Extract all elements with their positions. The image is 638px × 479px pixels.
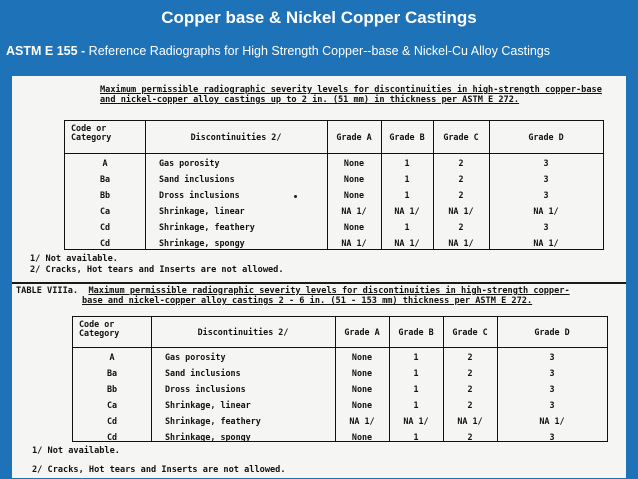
table-row-grade: NA 1/ — [457, 416, 483, 426]
table-column-divider — [443, 317, 444, 441]
table-row-grade: 2 — [458, 190, 464, 200]
subtitle-description: Reference Radiographs for High Strength Copper--base & Nickel-Cu Alloy Castings — [85, 44, 550, 58]
table2-panel — [12, 282, 626, 478]
table-row-grade: 2 — [458, 174, 464, 184]
table-column-divider — [433, 121, 434, 249]
table-row-code: Ba — [99, 174, 111, 184]
table-row-discontinuity: Shrinkage, linear — [159, 206, 245, 216]
table-row-grade: 2 — [458, 222, 464, 232]
table-header-cell: Grade D — [528, 132, 564, 142]
table-row-grade: 3 — [549, 352, 555, 362]
table-column-divider — [151, 317, 152, 441]
scan-speck — [294, 195, 297, 198]
table-row-grade: NA 1/ — [533, 206, 559, 216]
table-row-discontinuity: Gas porosity — [159, 158, 220, 168]
table-row-grade: 3 — [549, 368, 555, 378]
table-row-grade: None — [351, 368, 373, 378]
table-row-code: A — [109, 352, 115, 362]
table-header-cell: Discontinuities 2/ — [197, 327, 289, 337]
table-row-grade: None — [343, 174, 365, 184]
table-column-divider — [335, 317, 336, 441]
table-row-grade: None — [343, 190, 365, 200]
table-row-grade: 3 — [543, 222, 549, 232]
table2-caption-line2: base and nickel-copper alloy castings 2 - 6 in. (51 - 153 mm) thickness per ASTM E 272. — [82, 296, 533, 306]
table-header-cell: Code or Category — [79, 319, 120, 338]
table-row-grade: 1 — [404, 222, 410, 232]
table2 — [72, 316, 608, 442]
table-row-discontinuity: Sand inclusions — [159, 174, 235, 184]
table-row-grade: 2 — [467, 352, 473, 362]
table1-panel — [12, 76, 626, 280]
table2-footnote2: 2/ Cracks, Hot tears and Inserts are not allowed. — [32, 465, 286, 475]
table-row-grade: 1 — [413, 400, 419, 410]
table1-caption-line2: and nickel-copper alloy castings up to 2 in. (51 mm) in thickness per ASTM E 272. — [100, 95, 520, 105]
table-row-grade: NA 1/ — [349, 416, 375, 426]
table-row-code: Cd — [99, 238, 111, 248]
table2-footnote1: 1/ Not available. — [32, 446, 120, 456]
table-row-code: Cd — [106, 416, 118, 426]
table-row-grade: NA 1/ — [448, 206, 474, 216]
table-row-code: A — [102, 158, 108, 168]
table-row-grade: 1 — [404, 174, 410, 184]
table-row-grade: 3 — [549, 384, 555, 394]
table-row-grade: 1 — [404, 158, 410, 168]
table-row-grade: None — [351, 352, 373, 362]
table-row-code: Cd — [99, 222, 111, 232]
table-column-divider — [327, 121, 328, 249]
table-header-cell: Grade B — [398, 327, 434, 337]
table1 — [64, 120, 604, 250]
table-row-grade: 1 — [413, 368, 419, 378]
table-row-code: Bb — [99, 190, 111, 200]
table1-footnote2: 2/ Cracks, Hot tears and Inserts are not allowed. — [30, 265, 284, 275]
table-column-divider — [489, 121, 490, 249]
table-row-grade: 1 — [404, 190, 410, 200]
table-row-grade: 2 — [458, 158, 464, 168]
table-column-divider — [497, 317, 498, 441]
table-row-grade: NA 1/ — [394, 206, 420, 216]
table-row-grade: NA 1/ — [448, 238, 474, 248]
table-column-divider — [389, 317, 390, 441]
table-header-cell: Grade D — [534, 327, 570, 337]
table-row-discontinuity: Shrinkage, spongy — [159, 238, 245, 248]
table-row-grade: None — [351, 432, 373, 442]
table-column-divider — [381, 121, 382, 249]
table-row-grade: NA 1/ — [341, 238, 367, 248]
table-row-discontinuity: Shrinkage, feathery — [159, 222, 255, 232]
table-row-discontinuity: Dross inclusions — [159, 190, 240, 200]
table-row-grade: None — [343, 158, 365, 168]
subtitle-standard: ASTM E 155 - — [6, 44, 86, 58]
table-header-cell: Discontinuities 2/ — [190, 132, 282, 142]
table2-caption-label: TABLE VIIIa. — [16, 286, 79, 296]
table-row-grade: NA 1/ — [539, 416, 565, 426]
table1-caption — [100, 85, 602, 105]
table-row-grade: NA 1/ — [403, 416, 429, 426]
table-header-cell: Grade A — [344, 327, 380, 337]
table-row-grade: 3 — [549, 400, 555, 410]
table-row-grade: 2 — [467, 432, 473, 442]
table-header-cell: Code or Category — [71, 123, 112, 142]
table-row-grade: 2 — [467, 368, 473, 378]
table-row-code: Ca — [106, 400, 118, 410]
table-row-discontinuity: Sand inclusions — [165, 368, 241, 378]
table-header-divider — [65, 153, 603, 154]
table-row-grade: 3 — [543, 158, 549, 168]
table-header-cell: Grade B — [389, 132, 425, 142]
table-row-grade: 3 — [549, 432, 555, 442]
table-header-cell: Grade C — [452, 327, 488, 337]
table-row-grade: 1 — [413, 384, 419, 394]
table-row-code: Ba — [106, 368, 118, 378]
table-row-code: Ca — [99, 206, 111, 216]
slide-subtitle — [6, 44, 636, 58]
table1-caption-line1: Maximum permissible radiographic severity levels for discontinuities in high-strength copper-base — [100, 85, 602, 95]
table-row-code: Cd — [106, 432, 118, 442]
table-header-cell: Grade A — [336, 132, 372, 142]
table-row-grade: 2 — [467, 384, 473, 394]
table1-footnote1: 1/ Not available. — [30, 254, 118, 264]
table-row-discontinuity: Shrinkage, linear — [165, 400, 251, 410]
slide-title: Copper base & Nickel Copper Castings — [161, 8, 477, 27]
table-row-grade: 1 — [413, 352, 419, 362]
table-header-divider — [73, 347, 607, 348]
table-column-divider — [145, 121, 146, 249]
scanned-document — [12, 76, 626, 476]
table-row-discontinuity: Dross inclusions — [165, 384, 246, 394]
table-header-cell: Grade C — [443, 132, 479, 142]
table-row-grade: NA 1/ — [533, 238, 559, 248]
table-row-discontinuity: Shrinkage, spongy — [165, 432, 251, 442]
table-row-grade: None — [343, 222, 365, 232]
table-row-code: Bb — [106, 384, 118, 394]
table-row-grade: NA 1/ — [394, 238, 420, 248]
table-row-discontinuity: Gas porosity — [165, 352, 226, 362]
table-row-grade: NA 1/ — [341, 206, 367, 216]
table-row-grade: None — [351, 400, 373, 410]
table-row-grade: None — [351, 384, 373, 394]
table2-caption-line1: Maximum permissible radiographic severity levels for discontinuities in high-strength copper- — [88, 286, 570, 296]
table-row-discontinuity: Shrinkage, feathery — [165, 416, 261, 426]
table-row-grade: 3 — [543, 190, 549, 200]
table2-caption — [16, 286, 570, 306]
table-row-grade: 2 — [467, 400, 473, 410]
table-row-grade: 3 — [543, 174, 549, 184]
table-row-grade: 1 — [413, 432, 419, 442]
